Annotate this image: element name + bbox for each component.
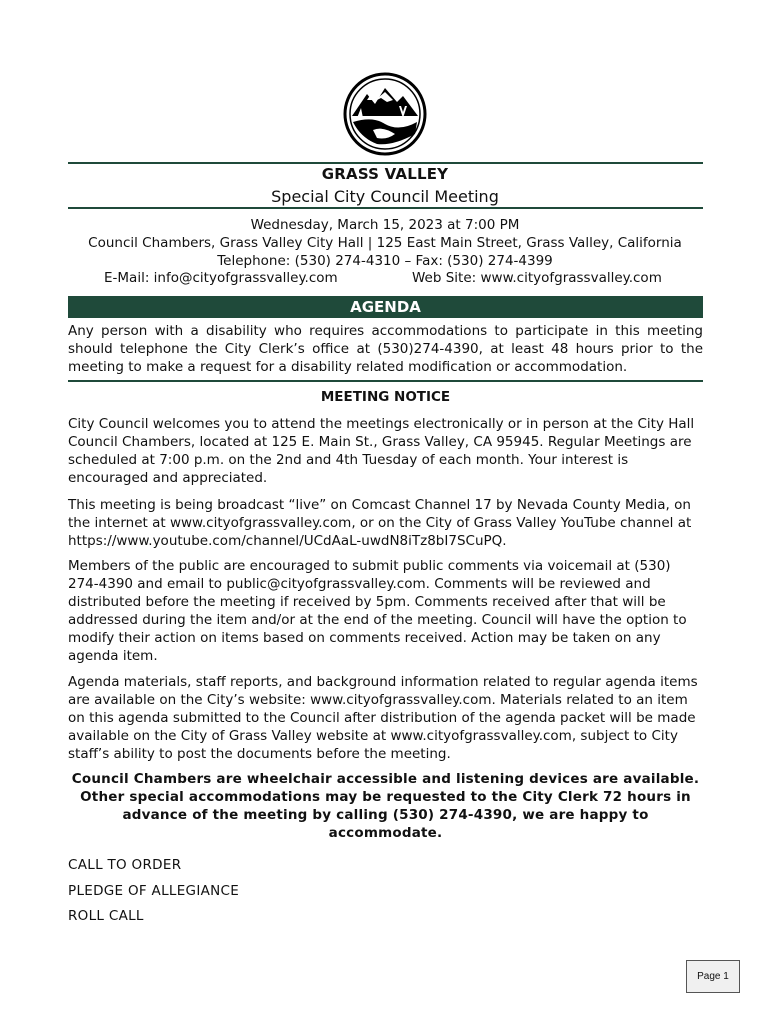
agenda-heading: AGENDA [68,296,703,318]
website-line [412,270,662,286]
meeting-location: Council Chambers, Grass Valley City Hall | 125 East Main Street, Grass Valley, California [88,235,682,251]
email-link[interactable]: info@cityofgrassvalley.com [153,270,338,286]
notice-paragraph-3: Members of the public are encouraged to submit public comments via voicemail at (530) 274-4390 and email to public@cityofgrassvalley.com. Comments will be reviewed and distributed before the meeting if received by 5pm. Comments received after that will be addressed during the item and/or at the end of the meeting. Council will have the option to modify their action on items based on comments received. Action may be taken on any agenda item. [68,558,687,664]
accommodation-notice: Council Chambers are wheelchair accessible and listening devices are available. Other special accommodations may be requested to the City Clerk 72 hours in advance of the meeting by calling (530) 274-4390, we are happy to accommodate. [71,771,700,841]
notice-paragraph-1: City Council welcomes you to attend the meetings electronically or in person at the City Hall Council Chambers, located at 125 E. Main St., Grass Valley, CA 95945. Regular Meetings are scheduled at 7:00 p.m. on the 2nd and 4th Tuesday of each month. Your interest is encouraged and appreciated. [68,416,695,486]
accessibility-notice: Any person with a disability who requires accommodations to participate in this meeting should telephone the City Clerk’s office at (530)274-4390, at least 48 hours prior to the meeting to make a request for a disability related modification or accommodation. [68,323,703,375]
section-divider [68,380,703,382]
meeting-type: Special City Council Meeting [271,187,499,206]
email-label: E-Mail: [104,270,154,286]
page-number: Page 1 [686,960,740,993]
agenda-item-call-to-order: CALL TO ORDER [68,857,182,873]
page-title: GRASS VALLEY [321,165,449,183]
notice-paragraph-4: Agenda materials, staff reports, and background information related to regular agenda items are available on the City’s website: www.cityofgrassvalley.com. Materials related to an item on this agenda submitted to the Council after distribution of the agenda packet will be made available on the City of Grass Valley website at www.cityofgrassvalley.com, subject to City staff’s ability to post the documents before the meeting. [68,674,698,762]
agenda-item-roll-call: ROLL CALL [68,908,144,924]
website-link[interactable]: www.cityofgrassvalley.com [480,270,662,286]
grass-valley-seal-icon [343,72,427,156]
website-label: Web Site: [412,270,481,286]
email-line [104,270,338,286]
header-top-rule [68,162,703,164]
notice-paragraph-2: This meeting is being broadcast “live” on Comcast Channel 17 by Nevada County Media, on the internet at www.cityofgrassvalley.com, or on the City of Grass Valley YouTube channel at https://www.youtube.com/channel/UCdAaL-uwdN8iTz8bI7SCuPQ. [68,497,692,549]
header-bottom-rule [68,207,703,209]
meeting-notice-heading: MEETING NOTICE [320,389,451,405]
meeting-datetime: Wednesday, March 15, 2023 at 7:00 PM [250,217,520,233]
contact-phones: Telephone: (530) 274-4310 – Fax: (530) 274-4399 [217,253,553,269]
agenda-item-pledge: PLEDGE OF ALLEGIANCE [68,883,240,899]
